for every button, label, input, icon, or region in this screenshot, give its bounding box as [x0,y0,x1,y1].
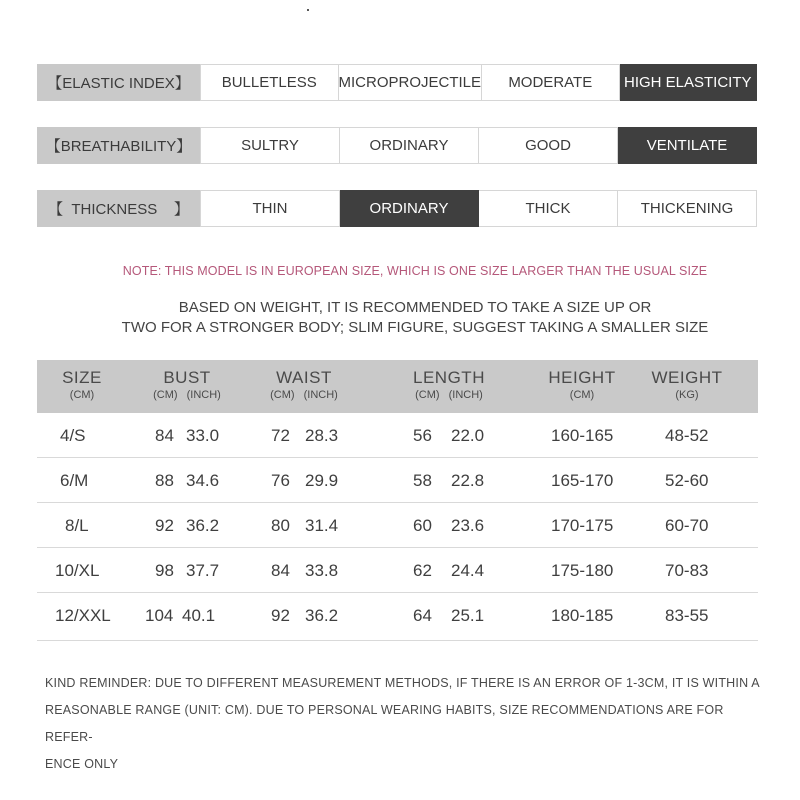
cell-weight: 48-52 [665,426,709,445]
kind-reminder-line-3: ENCE ONLY [45,757,119,771]
cell-size: 6/M [60,471,89,490]
option-ordinary-selected: ORDINARY [340,190,479,227]
option-bulletless: BULLETLESS [200,64,339,101]
cell-size: 4/S [60,426,86,445]
cell-bust-inch: 37.7 [186,561,220,580]
cell-weight: 70-83 [665,561,709,580]
european-size-note: NOTE: THIS MODEL IS IN EUROPEAN SIZE, WHICH IS ONE SIZE LARGER THAN THE USUAL SIZE [122,264,708,278]
cell-bust-inch: 34.6 [186,471,220,490]
header-length: LENGTH (CM) (INCH) [413,368,485,401]
cell-bust-cm: 98 [155,561,174,580]
cell-weight: 83-55 [665,606,709,625]
cell-waist-cm: 80 [271,516,290,535]
size-table [37,360,758,641]
table-row [37,503,758,548]
cell-size: 10/XL [55,561,100,580]
header-bust: BUST (CM) (INCH) [153,368,221,401]
cell-height: 165-170 [551,471,614,490]
header-height: HEIGHT (CM) [548,368,616,401]
attr-label-elastic-index: 【ELASTIC INDEX】 [37,64,200,101]
cell-length-cm: 58 [413,471,432,490]
cell-waist-inch: 31.4 [305,516,339,535]
option-good: GOOD [479,127,618,164]
cell-waist-cm: 76 [271,471,290,490]
cell-length-cm: 64 [413,606,432,625]
size-advice-line-1: BASED ON WEIGHT, IT IS RECOMMENDED TO TAKE A SIZE UP OR [178,299,652,316]
option-thick: THICK [479,190,618,227]
cell-height: 160-165 [551,426,614,445]
cell-waist-cm: 84 [271,561,290,580]
cell-bust-cm: 84 [155,426,174,445]
option-high-elasticity-selected: HIGH ELASTICITY [620,64,758,101]
header-weight: WEIGHT (KG) [651,368,723,401]
cell-height: 180-185 [551,606,614,625]
header-waist: WAIST (CM) (INCH) [270,368,338,401]
cell-height: 175-180 [551,561,614,580]
option-sultry: SULTRY [200,127,340,164]
attr-label-breathability: 【BREATHABILITY】 [37,127,200,164]
cell-waist-inch: 36.2 [305,606,339,625]
cell-waist-inch: 29.9 [305,471,339,490]
kind-reminder-line-2: REASONABLE RANGE (UNIT: CM). DUE TO PERSONAL WEARING HABITS, SIZE RECOMMENDATIONS ARE FOR REFER- [45,703,724,744]
cell-length-inch: 24.4 [451,561,485,580]
option-ventilate-selected: VENTILATE [618,127,757,164]
cell-bust-cm: 88 [155,471,174,490]
cell-waist-inch: 33.8 [305,561,339,580]
cell-length-cm: 56 [413,426,432,445]
cell-bust-inch: 33.0 [186,426,220,445]
table-row [37,458,758,503]
cell-length-inch: 25.1 [451,606,485,625]
attr-label-thickness: 【 THICKNESS 】 [37,190,200,227]
cell-bust-inch: 40.1 [182,606,216,625]
cell-waist-inch: 28.3 [305,426,339,445]
cell-size: 8/L [65,516,89,535]
cell-length-inch: 23.6 [451,516,485,535]
header-size: SIZE (CM) [62,368,102,401]
cell-length-inch: 22.0 [451,426,485,445]
attr-row-breathability [37,127,757,164]
kind-reminder [45,670,765,778]
cell-length-cm: 62 [413,561,432,580]
size-advice [0,298,800,338]
option-thickening: THICKENING [618,190,757,227]
cell-bust-cm: 104 [145,606,174,625]
cell-length-inch: 22.8 [451,471,485,490]
cell-waist-cm: 92 [271,606,290,625]
cell-waist-cm: 72 [271,426,290,445]
cell-bust-cm: 92 [155,516,174,535]
option-thin: THIN [200,190,340,227]
option-microprojectile: MICROPROJECTILE [339,64,483,101]
cell-size: 12/XXL [55,606,111,625]
size-advice-line-2: TWO FOR A STRONGER BODY; SLIM FIGURE, SUGGEST TAKING A SMALLER SIZE [121,319,709,336]
table-row [37,548,758,593]
attr-row-thickness [37,190,757,227]
cell-length-cm: 60 [413,516,432,535]
attr-row-elastic-index [37,64,757,101]
kind-reminder-line-1: KIND REMINDER: DUE TO DIFFERENT MEASUREMENT METHODS, IF THERE IS AN ERROR OF 1-3CM, IT IS WITHIN A [45,676,760,690]
stray-dot [307,9,309,11]
cell-height: 170-175 [551,516,614,535]
option-ordinary: ORDINARY [340,127,479,164]
option-moderate: MODERATE [482,64,620,101]
table-row [37,593,758,641]
cell-weight: 52-60 [665,471,709,490]
table-row [37,413,758,458]
cell-bust-inch: 36.2 [186,516,220,535]
cell-weight: 60-70 [665,516,709,535]
size-table-header [37,360,758,413]
